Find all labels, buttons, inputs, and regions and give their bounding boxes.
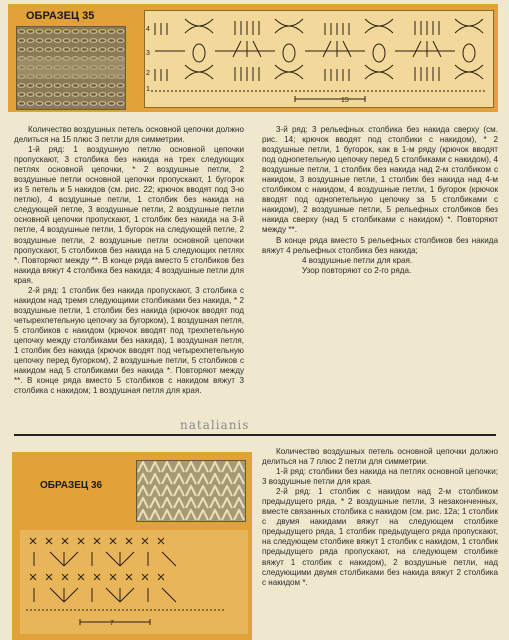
sample-35-row-1: 1-й ряд: 1 воздушную петлю основной цепочки пропускают, 3 столбика без накида на трех следующих петлях основной цепочки, * 2 воздушные петли, 2 воздушные петли основной цепочки пропускают, 1 бугорок из 5 петель и 5 накидов (см. рис. 22; крючок вводят под 3-ю петлю), 4 воздушные петли, 1 столбик без накида на следующей петле, 3 воздушные петли, 2 воздушные петли основной цепочки пропускают, 1 столбик без накида на 3-й петле, 4 воздушные петли, 1 бугорок на следующей петле, 2 воздушные петли, 2 воздушные петли основной цепочки пропускают, 5 столбиков без накида на 5 следующих петлях *. Повторяют между **. В конце ряда вместо 5 столбиков без накида вяжут 4 столбика без накида; 4 воздушные петли для края.	[14, 145, 244, 285]
sample-35-swatch-texture	[17, 27, 125, 109]
svg-text:4: 4	[146, 26, 150, 33]
sample-36-repeat-mark: 7	[110, 620, 114, 627]
sample-35-crochet-chart	[144, 10, 494, 108]
svg-text:1: 1	[146, 86, 150, 93]
sample-35-intro: Количество воздушных петель основной цепочки должно делиться на 15 плюс 3 петли для симметрии.	[14, 125, 244, 145]
svg-text:3: 3	[146, 50, 150, 57]
sample-36-crochet-chart	[20, 530, 248, 634]
sample-35-text-left	[14, 125, 244, 396]
sample-35-label: ОБРАЗЕЦ 35	[26, 10, 95, 22]
sample-36-chart-symbols	[20, 530, 248, 634]
sample-35-row-end: В конце ряда вместо 5 рельефных столбиков без накида вяжут 4 рельефных столбика без накида;	[262, 235, 498, 255]
svg-text:2: 2	[146, 70, 150, 77]
sample-36-swatch-image	[136, 460, 246, 522]
sample-36-row-2: 2-й ряд: 1 столбик с накидом над 2-м столбиком предыдущего ряда, * 2 воздушные петли, 3 незаконченных, вместе связанных столбика с накидом (см. рис. 12а; 1 столбик с двумя накидами вяжут на следующем столбике предыдущего ряда, 1 столбик предыдущего ряда пропускают, на следующем столбике вяжут 1 столбик с накидом, 1 столбик предыдущего ряда пропускают, на следующем столбике вяжут 1 столбик с накидом), 2 воздушные петли, над следующими двумя столбиками без накида вяжут 2 столбика с накидом *.	[262, 487, 498, 587]
watermark: natalianis	[180, 418, 250, 432]
sample-36-label: ОБРАЗЕЦ 36	[40, 480, 103, 491]
sample-35-repeat: Узор повторяют со 2-го ряда.	[302, 265, 412, 275]
sample-35-text-right	[262, 125, 498, 276]
sample-36-swatch-texture	[137, 461, 245, 521]
sample-35-row-2: 2-й ряд: 1 столбик без накида пропускают, 3 столбика с накидом над тремя следующими столбиками без накида, * 2 воздушные петли, 1 столбик без накида (крючок вводят под четырехпетельную цепочку за бугорком), 1 воздушная петля, 5 столбиков с накидом (крючок вводят под трехпетельную цепочку между столбиками без накида), 1 воздушная петля, 1 столбик без накида (крючок вводят под четырехпетельную цепочку перед бугорком), 2 воздушные петли, 5 столбиков с накидом над 5 столбиками без накида *. Повторяют между **. В конце ряда вместо 5 столбиков с накидом вяжут 3 столбика с накидом; 1 воздушная петля для края.	[14, 285, 244, 396]
sample-35-chart-symbols	[145, 11, 493, 107]
sample-36-intro: Количество воздушных петель основной цепочки должно делиться на 7 плюс 2 петли для симметрии.	[262, 447, 498, 467]
sample-36-row-1: 1-й ряд: столбики без накида на петлях основной цепочки; 3 воздушные петли для края.	[262, 467, 498, 487]
sample-35-repeat-mark: 15	[341, 97, 349, 104]
sample-35-edge: 4 воздушные петли для края.	[302, 255, 413, 265]
sample-36-text	[262, 447, 498, 588]
sample-35-row-3: 3-й ряд: 3 рельефных столбика без накида сверху (см. рис. 14; крючок вводят под столбики с накидом), * 2 воздушные петли, 1 бугорок, как в 1-м ряду (крючок вводят под однопетельную цепочку перед 5 столбиками с накидом), 4 воздушные петли, 1 столбик без накида над 2-м столбиком с накидом, 3 воздушные петли, 1 столбик без накида над 4-м столбиком с накидом, 4 воздушные петли, 1 бугорок (крючок вводят под однопетельную цепочку за 5 столбиками с накидом), 2 воздушные петли, 5 рельефных столбиков без накида сверху (над 5 столбиками с накидом) *. Повторяют между **.	[262, 125, 498, 235]
sample-35-swatch-image	[16, 26, 126, 110]
section-divider	[14, 434, 496, 436]
